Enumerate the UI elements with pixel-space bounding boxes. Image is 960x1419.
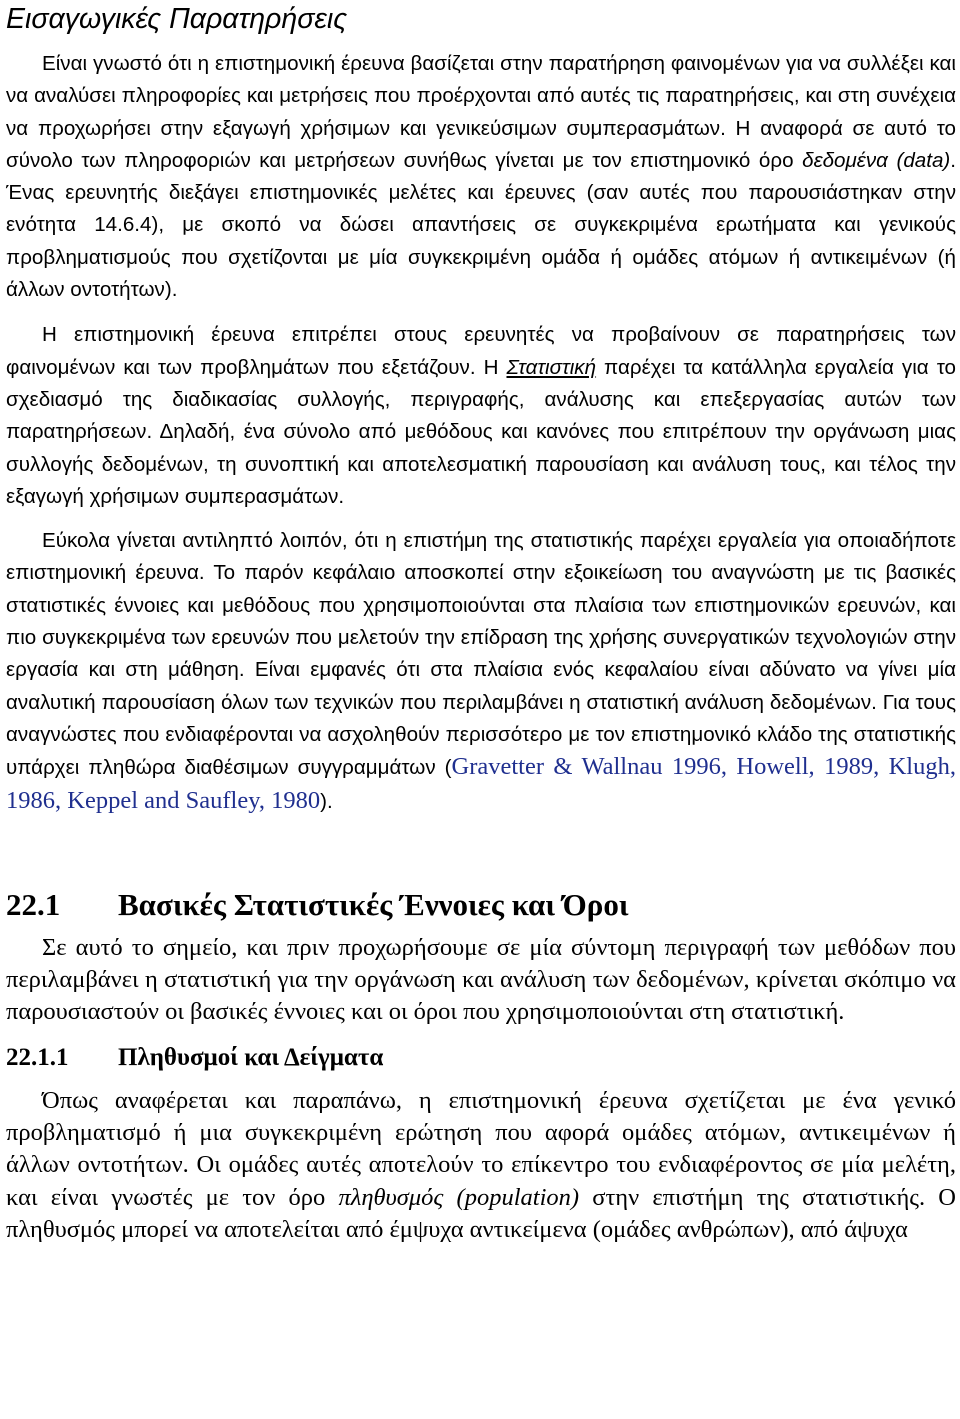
text-run: Είναι γνωστό ότι η επιστημονική έρευνα βασίζεται στην παρατήρηση φαινομένων για να συλλέξει και να αναλύσει πληροφορίες και μετρήσεις που προέρχονται από αυτές τις παρατηρήσεις, και στη συνέχεια να προχωρήσει στην εξαγωγή χρήσιμων και γενικεύσιμων συμπερασμάτων. Η αναφορά σε αυτό το σύνολο των πληροφοριών και μετρήσεων συνήθως γίνεται με τον επιστημονικό όρο (6, 52, 956, 172)
text-run: ). (320, 789, 333, 813)
term-statistics: Στατιστική (506, 355, 597, 379)
citation-link[interactable]: Gravetter & Wallnau 1996, Howell, 1989, Klugh, 1986, Keppel and Saufley, 1980 (6, 753, 956, 814)
term-population: πληθυσμός (population) (338, 1183, 580, 1211)
text-run: Η επιστημονική έρευνα επιτρέπει στους ερευνητές να προβαίνουν σε παρατηρήσεις των φαινομένων και των προβλημάτων που εξετάζουν. Η (6, 323, 956, 379)
document-page (6, 0, 956, 1246)
text-run: Εύκολα γίνεται αντιληπτό λοιπόν, ότι η επιστήμη της στατιστικής παρέχει εργαλεία για οποιαδήποτε επιστημονική έρευνα. Το παρόν κεφάλαιο αποσκοπεί στην εξοικείωση του αναγνώστη με τις βασικές στατιστικές έννοιες και μεθόδους που χρησιμοποιούνται στα πλαίσια των επιστημονικών ερευνών, και πιο συγκεκριμένα των ερευνών που μελετούν την επίδραση της χρήσης συνεργατικών τεχνολογιών στην εργασία και στη μάθηση. Είναι εμφανές ότι στα πλαίσια ενός κεφαλαίου είναι αδύνατο να γίνει μία αναλυτική παρουσίαση όλων των τεχνικών που περιλαμβάνει η στατιστική ανάλυση δεδομένων. Για τους αναγνώστες που ενδιαφέρονται να ασχοληθούν περισσότερο με τον επιστημονικό κλάδο της στατιστικής υπάρχει πληθώρα διαθέσιμων συγγραμμάτων ( (6, 529, 956, 780)
section-title: Βασικές Στατιστικές Έννοιες και Όροι (118, 886, 629, 922)
intro-paragraph-3 (6, 525, 956, 818)
text-run: στην επιστήμη της στατιστικής. Ο πληθυσμός μπορεί να αποτελείται από έμψυχα αντικείμενα (ομάδες ανθρώπων), από άψυχα (6, 1183, 956, 1243)
section-heading (6, 886, 956, 924)
text-run: παρέχει τα κατάλληλα εργαλεία για το σχεδιασμό της διαδικασίας συλλογής, περιγραφής, ανάλυσης και επεξεργασίας αυτών των παρατηρήσεων. Δηλαδή, ένα σύνολο από μεθόδους και κανόνες που επιτρέπουν την οργάνωση μιας συλλογής δεδομένων, τη συνοπτική και αποτελεσματική παρουσίαση και ανάλυση τους, και τέλος την εξαγωγή χρήσιμων συμπερασμάτων. (6, 355, 956, 508)
intro-paragraph-1 (6, 48, 956, 306)
intro-heading: Εισαγωγικές Παρατηρήσεις (6, 3, 348, 35)
subsection-number: 22.1.1 (6, 1043, 69, 1071)
intro-paragraph-2 (6, 319, 956, 513)
subsection-heading (6, 1043, 956, 1073)
subsection-title: Πληθυσμοί και Δείγματα (118, 1043, 384, 1071)
text-run: Όπως αναφέρεται και παραπάνω, η επιστημονική έρευνα σχετίζεται με ένα γενικό προβληματισμό ή μια συγκεκριμένη ερώτηση που αφορά ομάδες ατόμων, αντικειμένων ή άλλων οντοτήτων. Οι ομάδες αυτές αποτελούν το επίκεντρο του ενδιαφέροντος σε μία μελέτη, και είναι γνωστές με τον όρο (6, 1086, 956, 1211)
section-number: 22.1 (6, 886, 61, 922)
term-data: δεδομένα (data) (802, 148, 951, 172)
section-paragraph-1: Σε αυτό το σημείο, και πριν προχωρήσουμε σε μία σύντομη περιγραφή των μεθόδων που περιλαμβάνει η στατιστική για την οργάνωση και ανάλυση των δεδομένων, κρίνεται σκόπιμο να παρουσιαστούν οι βασικές έννοιες και οι όροι που χρησιμοποιούνται στη στατιστική. (6, 933, 956, 1026)
text-run: . Ένας ερευνητής διεξάγει επιστημονικές μελέτες και έρευνες (σαν αυτές που παρουσιάστηκαν στην ενότητα 14.6.4), με σκοπό να δώσει απαντήσεις σε συγκεκριμένα ερωτήματα και γενικούς προβληματισμούς που σχετίζονται με μία συγκεκριμένη ομάδα ή ομάδες ατόμων ή αντικειμένων (ή άλλων οντοτήτων). (6, 148, 956, 302)
subsection-paragraph-1 (6, 1085, 956, 1246)
